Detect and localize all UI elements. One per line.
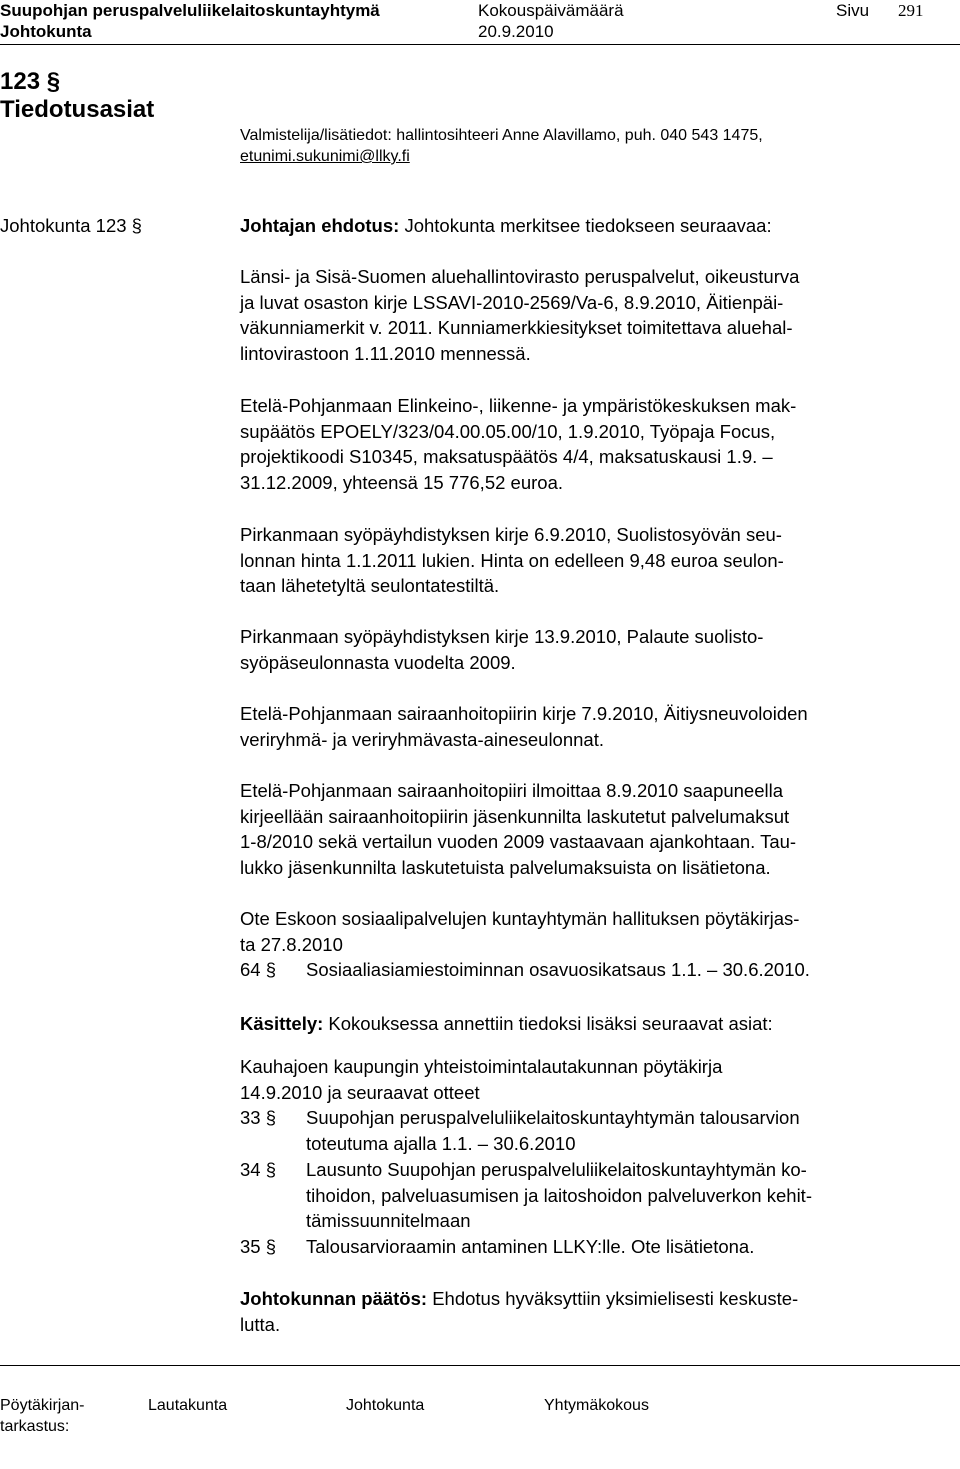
decision-text-cont: lutta.: [240, 1313, 281, 1335]
handling: [240, 1011, 930, 1037]
item-sign: §: [265, 1236, 277, 1257]
paragraph-line: veriryhmä- ja veriryhmävasta-aineseulonnat.: [240, 728, 604, 750]
section-number: 123: [0, 68, 41, 95]
item-line: tihoidon, palveluasumisen ja laitoshoidon palveluverkon kehit-: [306, 1184, 812, 1206]
item-line: tämissuunnitelmaan: [306, 1210, 471, 1232]
proposal-lead: [240, 213, 772, 239]
paragraph-line: Etelä-Pohjanmaan sairaanhoitopiiri ilmoittaa 8.9.2010 saapuneella: [240, 780, 784, 801]
paragraph-line: Pirkanmaan syöpäyhdistyksen kirje 6.9.2010, Suolistosyövän seu-: [240, 524, 782, 545]
footer-check-label-2: tarkastus:: [0, 1418, 70, 1435]
item-line: Lausunto Suupohjan peruspalveluliikelaitoskuntayhtymän ko-: [306, 1159, 807, 1180]
paragraph-line: Länsi- ja Sisä-Suomen aluehallintovirasto peruspalvelut, oikeusturva: [240, 266, 800, 287]
proposal-ref-sign: §: [131, 215, 142, 236]
preparer-email-link[interactable]: etunimi.sukunimi@llky.fi: [240, 148, 410, 165]
paragraph-line: Etelä-Pohjanmaan sairaanhoitopiirin kirje 7.9.2010, Äitiysneuvoloiden: [240, 703, 808, 724]
paragraph-syopa-1: [240, 522, 930, 599]
paragraph-line: taan lähetetyltä seulontatestiltä.: [240, 575, 500, 597]
footer-col-yhtymakokous: Yhtymäkokous: [544, 1397, 649, 1414]
item-33-number: [240, 1105, 276, 1131]
eskoo-item: [240, 957, 930, 983]
item-33-text: [306, 1105, 800, 1156]
paragraph-avi: [240, 264, 930, 367]
footer-col-johtokunta: Johtokunta: [346, 1397, 425, 1414]
paragraph-line: Etelä-Pohjanmaan Elinkeino-, liikenne- ja ympäristökeskuksen mak-: [240, 395, 797, 416]
paragraph-line: 1-8/2010 sekä vertailun vuoden 2009 vastaavaan ajankohtaan. Tau-: [240, 831, 797, 853]
paragraph-epshp-2: [240, 778, 930, 881]
item-sign: §: [265, 959, 277, 980]
proposal-lead-bold: Johtajan ehdotus:: [240, 215, 400, 236]
preparer-info: Valmistelija/lisätiedot: hallintosihteeri Anne Alavillamo, puh. 040 543 1475,: [240, 127, 763, 144]
paragraph-line: 14.9.2010 ja seuraavat otteet: [240, 1081, 480, 1103]
paragraph-line: projektikoodi S10345, maksatuspäätös 4/4, maksatuskausi 1.9. –: [240, 446, 773, 468]
paragraph-line: Kauhajoen kaupungin yhteistoimintalautakunnan pöytäkirja: [240, 1056, 723, 1077]
item-sign: §: [265, 1107, 277, 1128]
item-35-text: [306, 1234, 754, 1260]
item-sign: §: [265, 1159, 277, 1180]
proposal-lead-text: Johtokunta merkitsee tiedokseen seuraavaa:: [399, 215, 772, 236]
paragraph-line: lonnan hinta 1.1.2011 lukien. Hinta on edelleen 9,48 euroa seulon-: [240, 549, 784, 571]
paragraph-line: ja luvat osaston kirje LSSAVI-2010-2569/Va-6, 8.9.2010, Äitienpäi-: [240, 291, 784, 313]
proposal-ref: [0, 213, 142, 239]
header-rule: [0, 44, 960, 45]
footer-col-lautakunta: Lautakunta: [148, 1397, 228, 1414]
item-line: Suupohjan peruspalveluliikelaitoskuntayhtymän talousarvion: [306, 1107, 800, 1128]
section-title: Tiedotusasiat: [0, 96, 155, 123]
item-number: 34: [240, 1159, 261, 1180]
section-number-line: [0, 66, 60, 97]
section-sign: §: [46, 68, 61, 95]
kauhajoki-intro: [240, 1054, 930, 1105]
paragraph-line: väkunniamerkit v. 2011. Kunniamerkkiesitykset toimitettava aluehal-: [240, 317, 793, 339]
header-organization: Suupohjan peruspalveluliikelaitoskuntayhtymä: [0, 1, 380, 20]
decision-text: Ehdotus hyväksyttiin yksimielisesti keskuste-: [427, 1288, 799, 1309]
proposal-ref-text: Johtokunta 123: [0, 215, 127, 236]
paragraph-line: ta 27.8.2010: [240, 933, 343, 955]
item-number: 33: [240, 1107, 261, 1128]
footer-check-label-1: Pöytäkirjan-: [0, 1397, 85, 1414]
item-text: Sosiaaliasiamiestoiminnan osavuosikatsaus 1.1. – 30.6.2010.: [306, 959, 810, 980]
item-line: Talousarvioraamin antaminen LLKY:lle. Ote lisätietona.: [306, 1236, 755, 1257]
item-34-text: [306, 1157, 812, 1234]
paragraph-line: syöpäseulonnasta vuodelta 2009.: [240, 651, 516, 673]
handling-text: Kokouksessa annettiin tiedoksi lisäksi seuraavat asiat:: [323, 1013, 773, 1034]
header-page-number: 291: [898, 1, 924, 20]
paragraph-line: supäätös EPOELY/323/04.00.05.00/10, 1.9.2010, Työpaja Focus,: [240, 420, 776, 442]
header-body-name: Johtokunta: [0, 22, 92, 41]
paragraph-line: lintovirastoon 1.11.2010 mennessä.: [240, 343, 531, 365]
item-number: 35: [240, 1236, 261, 1257]
footer-rule: [0, 1365, 960, 1366]
paragraph-line: Ote Eskoon sosiaalipalvelujen kuntayhtymän hallituksen pöytäkirjas-: [240, 908, 800, 929]
header-meeting-label: Kokouspäivämäärä: [478, 1, 624, 20]
paragraph-syopa-2: [240, 624, 930, 675]
decision: [240, 1286, 930, 1337]
paragraph-eskoo: [240, 906, 930, 957]
header-meeting-date: 20.9.2010: [478, 22, 554, 41]
paragraph-line: kirjeellään sairaanhoitopiirin jäsenkunnilta laskutetut palvelumaksut: [240, 805, 790, 827]
item-number: 64: [240, 959, 261, 980]
paragraph-ely: [240, 393, 930, 496]
paragraph-line: lukko jäsenkunnilta laskutetuista palvelumaksuista on lisätietona.: [240, 857, 771, 879]
decision-label: Johtokunnan päätös:: [240, 1288, 428, 1309]
item-35-number: [240, 1234, 276, 1260]
header-page-label: Sivu: [836, 1, 870, 20]
item-line: toteutuma ajalla 1.1. – 30.6.2010: [306, 1132, 576, 1154]
paragraph-line: Pirkanmaan syöpäyhdistyksen kirje 13.9.2010, Palaute suolisto-: [240, 626, 764, 647]
paragraph-epshp-1: [240, 701, 930, 752]
paragraph-line: 31.12.2009, yhteensä 15 776,52 euroa.: [240, 472, 563, 494]
handling-label: Käsittely:: [240, 1013, 324, 1034]
item-34-number: [240, 1157, 276, 1183]
